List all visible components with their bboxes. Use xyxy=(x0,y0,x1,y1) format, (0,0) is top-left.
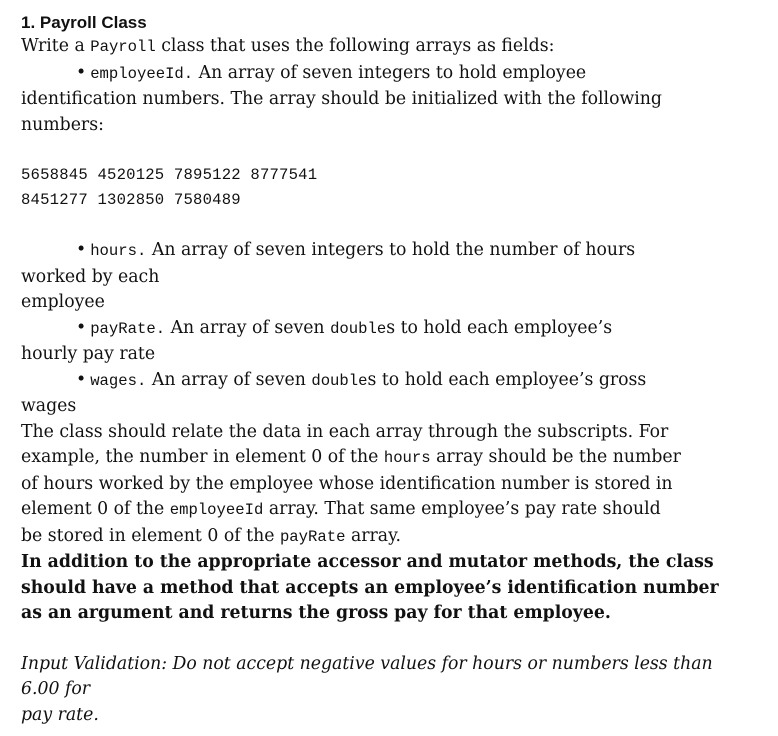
wages-desc-end: s to hold each employee’s gross xyxy=(367,369,647,390)
relate-line1: The class should relate the data in each array through the subscripts. For xyxy=(21,421,669,442)
employeeid-code: employeeId. xyxy=(90,64,194,83)
intro-line xyxy=(21,34,761,61)
bullet-wages xyxy=(21,368,761,395)
bold-para-line1: In addition to the appropriate accessor and mutator methods, the class xyxy=(21,552,714,572)
spacer xyxy=(21,213,761,238)
wages-code: wages. xyxy=(90,371,147,390)
relate-line5-prefix: be stored in element 0 of the xyxy=(21,525,280,546)
payrate-code: payRate. xyxy=(90,319,166,338)
payrate-desc: An array of seven xyxy=(165,317,331,338)
spacer xyxy=(21,138,761,163)
employeeid-desc-line3: numbers: xyxy=(21,114,104,135)
hours-desc-line3: employee xyxy=(21,292,105,312)
bullet-dot-icon: • xyxy=(76,317,87,338)
bullet-dot-icon: • xyxy=(76,240,87,260)
wages-desc: An array of seven xyxy=(146,369,312,390)
bold-para-line3: as an argument and returns the gross pay for that employee. xyxy=(21,603,611,623)
hours-desc-line2: worked by each xyxy=(21,266,160,287)
hours-inline-code: hours xyxy=(383,449,431,467)
bullet-payrate xyxy=(21,316,761,343)
payrate-type-code: double xyxy=(330,319,387,338)
employeeid-inline-code: employeeId xyxy=(169,501,264,519)
bold-para-line2: should have a method that accepts an employee’s identification number xyxy=(21,577,719,598)
intro-suffix: class that uses the following arrays as fields: xyxy=(155,36,555,56)
bullet-hours xyxy=(21,238,761,265)
intro-prefix: Write a xyxy=(21,36,91,56)
class-name-code: Payroll xyxy=(90,38,156,56)
relate-line4-suffix: array. That same employee’s pay rate should xyxy=(263,499,661,519)
payrate-inline-code: payRate xyxy=(279,527,346,546)
spacer xyxy=(21,627,761,652)
relate-line4-prefix: element 0 of the xyxy=(21,499,170,519)
numbers-row-2: 8451277 1302850 7580489 xyxy=(21,191,241,209)
relate-line5-suffix: array. xyxy=(345,525,402,546)
hours-desc: An array of seven integers to hold the number of hours xyxy=(146,240,636,260)
heading: 1. Payroll Class xyxy=(21,13,147,32)
bullet-dot-icon: • xyxy=(76,369,87,390)
bullet-employeeid xyxy=(21,61,761,88)
validation-line2: 6.00 for xyxy=(21,679,91,699)
validation-line1: Input Validation: Do not accept negative values for hours or numbers less than xyxy=(21,653,713,674)
payrate-desc-end: s to hold each employee’s xyxy=(386,317,613,338)
bullet-dot-icon: • xyxy=(76,62,87,83)
numbers-row-1: 5658845 4520125 7895122 8777541 xyxy=(21,166,318,184)
validation-line3: pay rate. xyxy=(21,704,99,725)
relate-line4 xyxy=(21,497,761,524)
hours-code: hours. xyxy=(90,242,147,260)
employeeid-desc: An array of seven integers to hold employee xyxy=(193,62,587,83)
employeeid-desc-line2: identification numbers. The array should be initialized with the following xyxy=(21,89,662,109)
relate-line5 xyxy=(21,524,761,551)
relate-line3: of hours worked by the employee whose identification number is stored in xyxy=(21,473,673,494)
relate-line2-prefix: example, the number in element 0 of the xyxy=(21,447,384,467)
document-page xyxy=(21,12,761,728)
relate-line2-suffix: array should be the number xyxy=(430,447,681,467)
wages-type-code: double xyxy=(311,371,368,390)
wages-desc-line2: wages xyxy=(21,396,77,416)
relate-line2 xyxy=(21,445,761,472)
payrate-desc-line2: hourly pay rate xyxy=(21,344,156,364)
